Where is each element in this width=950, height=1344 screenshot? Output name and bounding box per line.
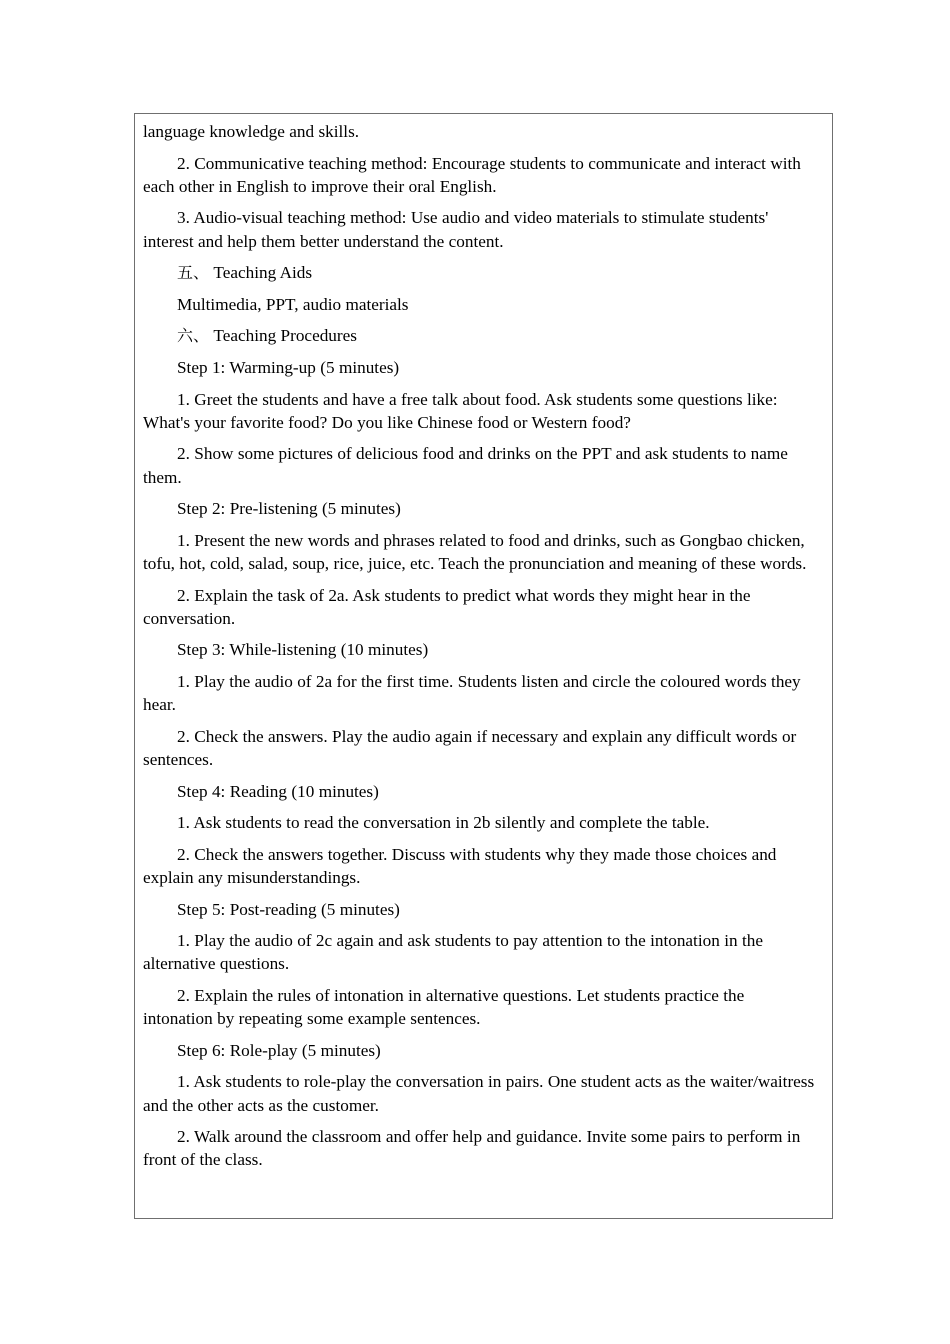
paragraph-text: 2. Check the answers. Play the audio again if necessary and explain any difficult words or sentences. xyxy=(143,726,797,769)
paragraph-text: Multimedia, PPT, audio materials xyxy=(177,294,409,314)
body-paragraph xyxy=(143,670,818,716)
paragraph-text: language knowledge and skills. xyxy=(143,122,360,141)
paragraph-text: 1. Greet the students and have a free talk about food. Ask students some questions like: What's your favorite food? Do you like Chinese food or Western food? xyxy=(143,389,778,432)
paragraph-text: 1. Ask students to role-play the conversation in pairs. One student acts as the waiter/waitress and the other acts as the customer. xyxy=(143,1072,815,1115)
paragraph-text: Step 3: While-listening (10 minutes) xyxy=(177,640,429,660)
body-paragraph xyxy=(143,206,818,252)
step-heading xyxy=(143,638,818,661)
body-paragraph xyxy=(143,442,818,488)
paragraph-text: Step 6: Role-play (5 minutes) xyxy=(177,1040,381,1060)
paragraph-text: 1. Play the audio of 2a for the first time. Students listen and circle the coloured words they hear. xyxy=(143,671,801,715)
paragraph-text: 2. Explain the task of 2a. Ask students to predict what words they might hear in the conversation. xyxy=(143,585,751,628)
body-paragraph xyxy=(143,293,818,316)
paragraph-text: 1. Present the new words and phrases related to food and drinks, such as Gongbao chicken, tofu, hot, cold, salad, soup, rice, juice, etc. Teach the pronunciation and meaning of these words. xyxy=(143,530,807,573)
document-body xyxy=(143,120,818,1172)
body-paragraph xyxy=(143,811,818,834)
body-paragraph xyxy=(143,152,818,198)
body-paragraph xyxy=(143,843,818,889)
body-paragraph xyxy=(143,120,818,143)
step-heading xyxy=(143,898,818,921)
section-marker: 五、 xyxy=(177,263,210,283)
paragraph-text: 2. Explain the rules of intonation in alternative questions. Let students practice the intonation by repeating some example sentences. xyxy=(143,985,745,1029)
paragraph-text: 1. Play the audio of 2c again and ask students to pay attention to the intonation in the alternative questions. xyxy=(143,931,763,974)
paragraph-text: 2. Show some pictures of delicious food and drinks on the PPT and ask students to name them. xyxy=(143,444,788,487)
body-paragraph xyxy=(143,1125,818,1171)
body-paragraph xyxy=(143,529,818,575)
step-heading xyxy=(143,356,818,379)
paragraph-text: Step 4: Reading (10 minutes) xyxy=(177,781,379,801)
body-paragraph xyxy=(143,929,818,975)
body-paragraph xyxy=(143,584,818,630)
section-heading xyxy=(143,324,818,347)
paragraph-text: 1. Ask students to read the conversation in 2b silently and complete the table. xyxy=(177,813,710,833)
paragraph-text: Teaching Aids xyxy=(213,263,313,283)
step-heading xyxy=(143,780,818,803)
body-paragraph xyxy=(143,984,818,1030)
section-heading xyxy=(143,261,818,284)
body-paragraph xyxy=(143,1070,818,1116)
section-marker: 六、 xyxy=(177,326,210,346)
paragraph-text: Step 1: Warming-up (5 minutes) xyxy=(177,357,400,377)
body-paragraph xyxy=(143,725,818,771)
paragraph-text: 2. Communicative teaching method: Encourage students to communicate and interact with each other in English to improve their oral English. xyxy=(143,153,801,196)
paragraph-text: 2. Walk around the classroom and offer help and guidance. Invite some pairs to perform in front of the class. xyxy=(143,1127,801,1170)
body-paragraph xyxy=(143,388,818,434)
step-heading xyxy=(143,1039,818,1062)
step-heading xyxy=(143,497,818,520)
document-table-frame xyxy=(134,113,833,1219)
paragraph-text: 3. Audio-visual teaching method: Use audio and video materials to stimulate students' interest and help them better understand the content. xyxy=(143,208,769,251)
paragraph-text: 2. Check the answers together. Discuss with students why they made those choices and explain any misunderstandings. xyxy=(143,844,777,887)
paragraph-text: Step 5: Post-reading (5 minutes) xyxy=(177,899,400,919)
paragraph-text: Step 2: Pre-listening (5 minutes) xyxy=(177,499,401,519)
paragraph-text: Teaching Procedures xyxy=(213,326,357,346)
